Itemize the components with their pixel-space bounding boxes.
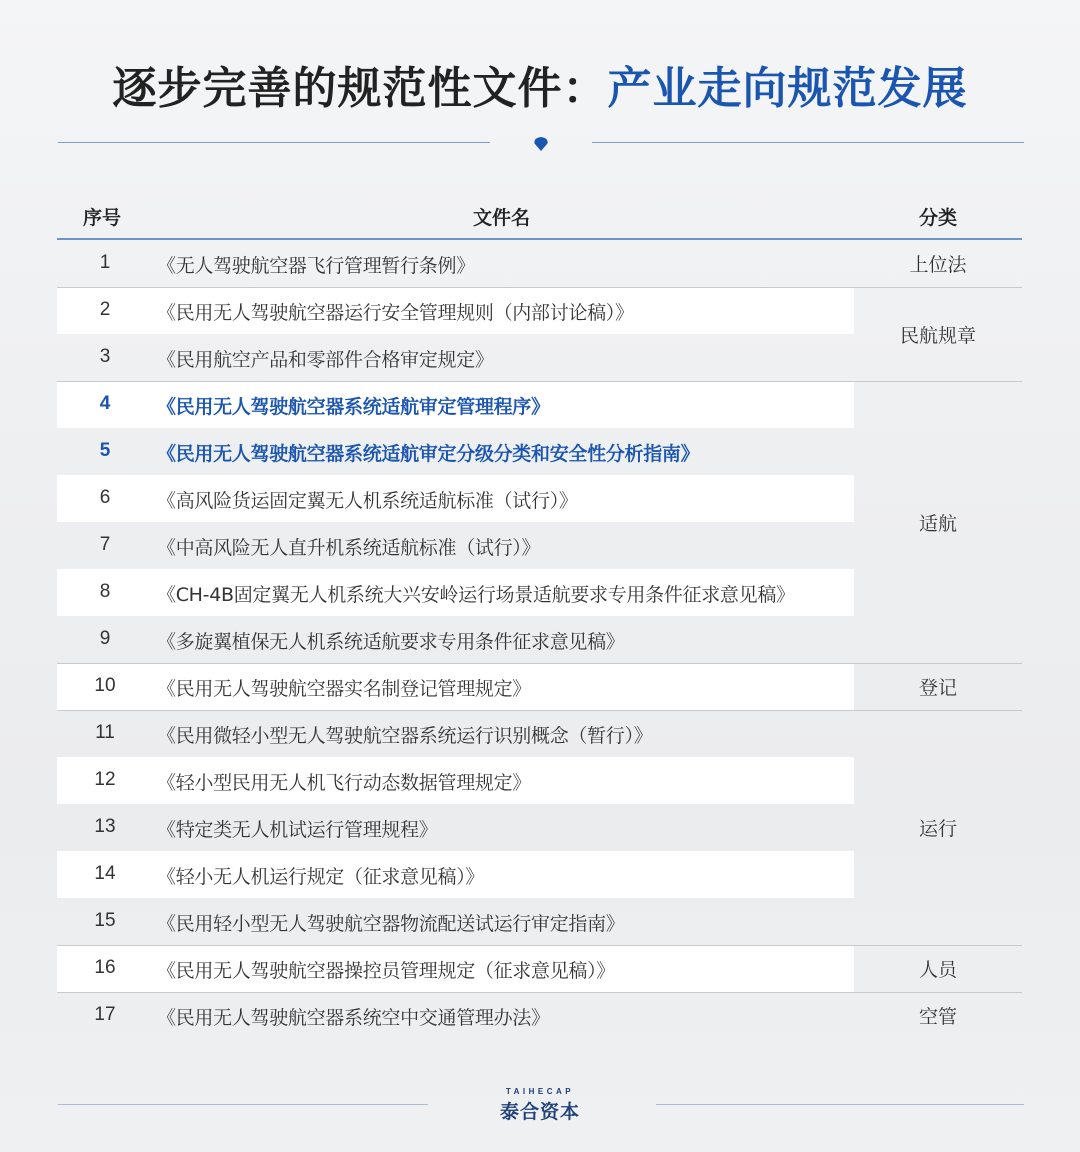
document-name: 《多旋翼植保无人机系统适航要求专用条件征求意见稿》 [157, 631, 625, 653]
document-name: 《民用无人驾驶航空器系统适航审定管理程序》 [157, 396, 550, 418]
document-name: 《民用无人驾驶航空器运行安全管理规则（内部讨论稿）》 [157, 302, 634, 324]
table-row-highlighted [57, 381, 854, 428]
column-header-category: 分类 [919, 207, 958, 229]
table-body [57, 240, 1022, 1086]
row-number: 17 [94, 1004, 116, 1025]
footer-divider-left [58, 1104, 428, 1105]
location-pin-icon [533, 136, 549, 152]
category-cell: 人员 [918, 959, 957, 981]
document-name: 《轻小型民用无人机飞行动态数据管理规定》 [157, 772, 532, 794]
document-name: 《民用航空产品和零部件合格审定规定》 [157, 349, 494, 371]
title-divider-right [592, 142, 1024, 143]
table-row [57, 569, 854, 616]
table-row [57, 851, 854, 898]
category-cell: 登记 [918, 677, 957, 699]
table-row [57, 757, 854, 804]
title-main: 逐步完善的规范性文件： [112, 63, 608, 114]
table-row [57, 334, 854, 381]
document-name: 《民用无人驾驶航空器系统适航审定分级分类和安全性分析指南》 [157, 443, 700, 465]
brand-logo [490, 1087, 590, 1124]
logo-chinese: 泰合资本 [499, 1101, 580, 1123]
category-cell: 空管 [918, 1006, 957, 1028]
footer-divider-right [656, 1104, 1024, 1105]
table-row [57, 710, 854, 757]
document-name: 《高风险货运固定翼无人机系统适航标准（试行）》 [157, 490, 578, 512]
document-name: 《民用无人驾驶航空器实名制登记管理规定》 [157, 678, 532, 700]
row-number: 15 [94, 910, 116, 931]
table-row [57, 663, 854, 710]
row-number: 4 [99, 393, 111, 414]
category-cell: 适航 [918, 512, 957, 535]
row-number: 12 [94, 769, 116, 790]
document-name: 《CH-4B固定翼无人机系统大兴安岭运行场景适航要求专用条件征求意见稿》 [157, 584, 795, 606]
category-cell: 上位法 [909, 254, 967, 276]
document-name: 《中高风险无人直升机系统适航标准（试行）》 [157, 537, 541, 559]
table-row [57, 287, 854, 334]
table-row [57, 240, 854, 287]
row-number: 14 [94, 863, 116, 884]
row-number: 8 [99, 581, 111, 602]
table-row [57, 522, 854, 569]
table-header [57, 190, 1022, 240]
row-number: 1 [99, 252, 111, 273]
row-number: 2 [99, 299, 111, 320]
table-row [57, 945, 854, 992]
table-row [57, 616, 854, 663]
category-cell: 民航规章 [899, 324, 976, 347]
document-name: 《民用微轻小型无人驾驶航空器系统运行识别概念（暂行）》 [157, 725, 653, 747]
table-row [57, 992, 854, 1039]
document-name: 《轻小无人机运行规定（征求意见稿）》 [157, 866, 485, 888]
title-accent: 产业走向规范发展 [607, 63, 968, 114]
title-divider-left [58, 142, 490, 143]
document-name: 《民用无人驾驶航空器系统空中交通管理办法》 [157, 1007, 550, 1029]
row-number: 5 [99, 440, 111, 461]
logo-english: TAIHECAP [505, 1087, 575, 1096]
regulations-table [57, 190, 1022, 1086]
row-number: 6 [99, 487, 111, 508]
column-header-name: 文件名 [473, 207, 531, 229]
document-name: 《民用无人驾驶航空器操控员管理规定（征求意见稿）》 [157, 960, 616, 982]
document-name: 《特定类无人机试运行管理规程》 [157, 819, 438, 841]
table-row [57, 804, 854, 851]
row-number: 10 [94, 675, 116, 696]
table-row-highlighted [57, 428, 854, 475]
table-row [57, 475, 854, 522]
row-number: 11 [95, 722, 115, 743]
category-cell: 运行 [918, 818, 957, 840]
row-number: 16 [94, 957, 116, 978]
row-number: 9 [99, 628, 111, 649]
page-title [0, 52, 1080, 116]
column-header-number: 序号 [83, 207, 122, 229]
row-number: 3 [99, 346, 111, 367]
row-number: 7 [99, 534, 111, 555]
document-name: 《民用轻小型无人驾驶航空器物流配送试运行审定指南》 [157, 913, 625, 935]
document-name: 《无人驾驶航空器飞行管理暂行条例》 [157, 255, 475, 277]
table-row [57, 898, 854, 945]
row-number: 13 [94, 816, 116, 837]
